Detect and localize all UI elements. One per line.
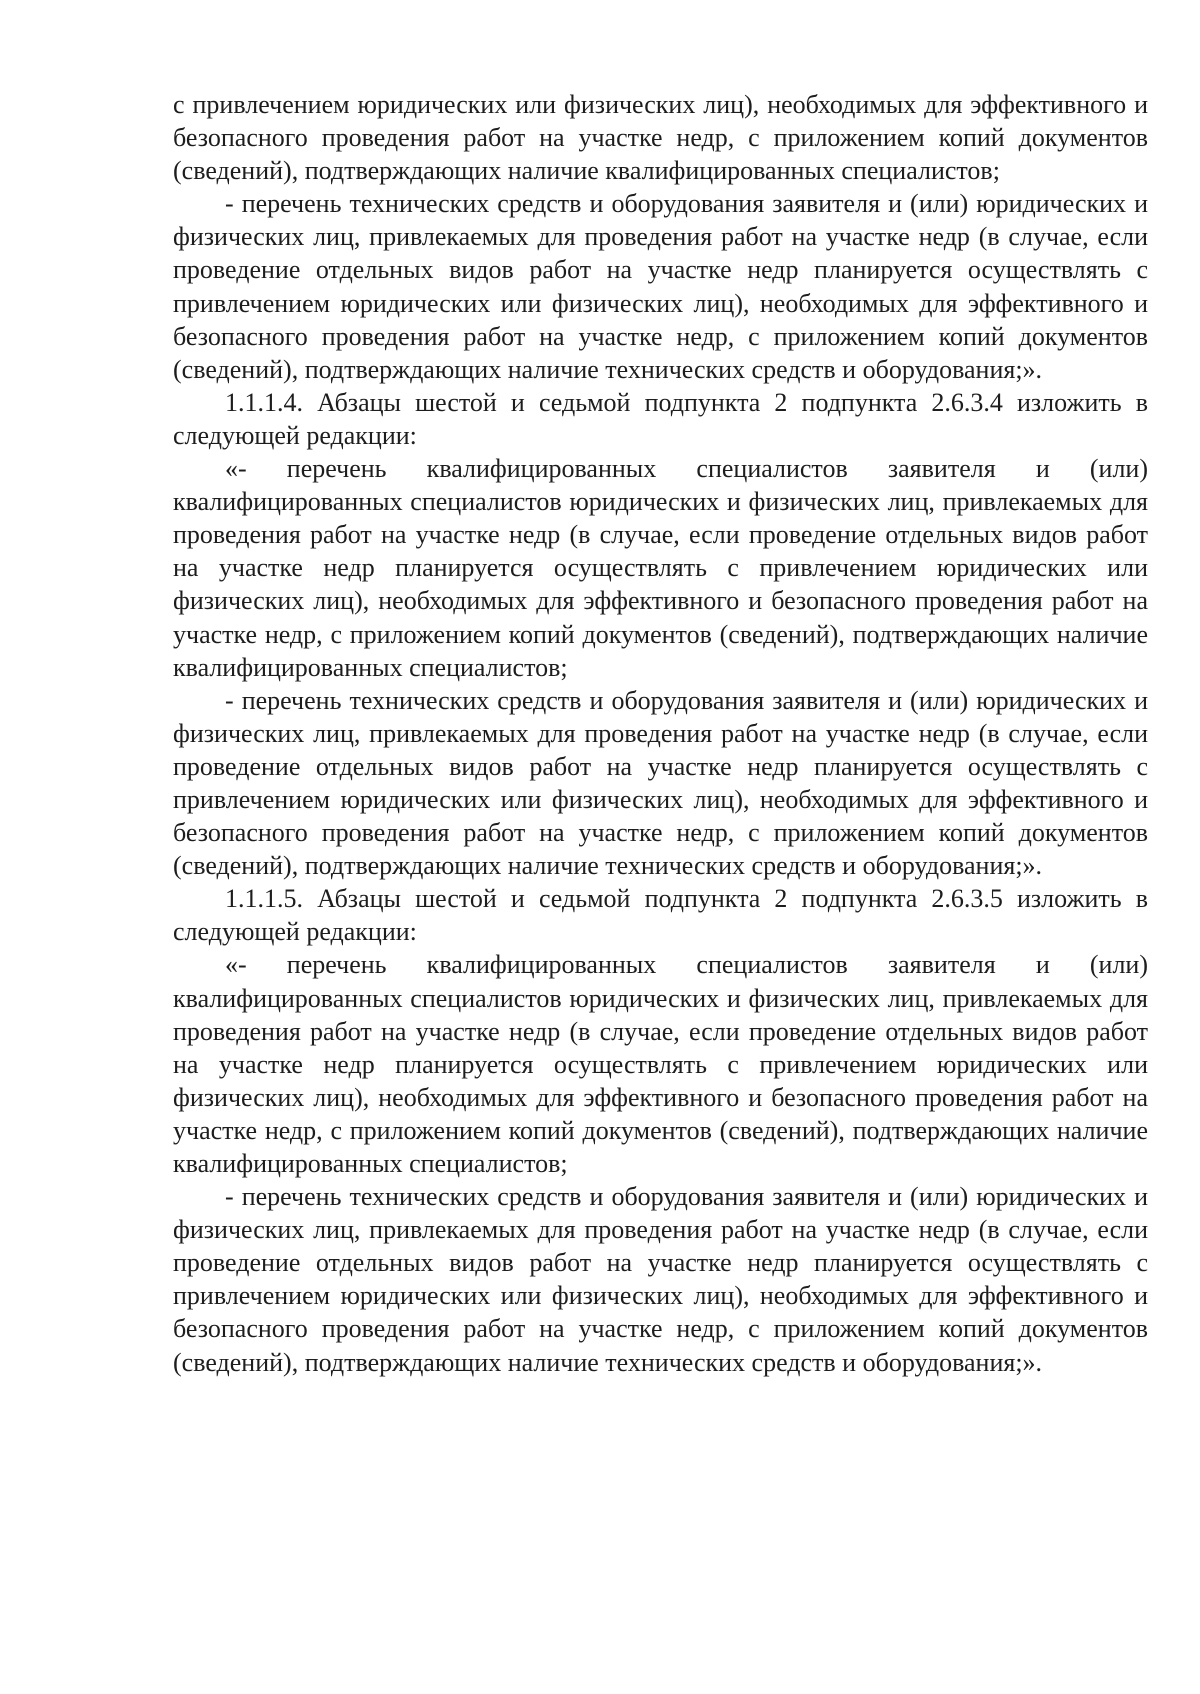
paragraph-equipment-list-1: - перечень технических средств и оборудования заявителя и (или) юридических и физических лиц, привлекаемых для проведения работ на участке недр (в случае, если проведение отдельных видов работ на участке недр планируется осуществлять с привлечением юридических или физических лиц), необходимых для эффективного и безопасного проведения работ на участке недр, с приложением копий документов (сведений), подтверждающих наличие технических средств и оборудования;».	[173, 189, 1148, 384]
paragraph-clause-1-1-1-4: 1.1.1.4. Абзацы шестой и седьмой подпункта 2 подпункта 2.6.3.4 изложить в следующей редакции:	[173, 387, 1148, 450]
paragraph-equipment-list-3: - перечень технических средств и оборудования заявителя и (или) юридических и физических лиц, привлекаемых для проведения работ на участке недр (в случае, если проведение отдельных видов работ на участке недр планируется осуществлять с привлечением юридических или физических лиц), необходимых для эффективного и безопасного проведения работ на участке недр, с приложением копий документов (сведений), подтверждающих наличие технических средств и оборудования;».	[173, 1182, 1148, 1377]
paragraph-specialists-list-2: «- перечень квалифицированных специалистов заявителя и (или) квалифицированных специалистов юридических и физических лиц, привлекаемых для проведения работ на участке недр (в случае, если проведение отдельных видов работ на участке недр планируется осуществлять с привлечением юридических или физических лиц), необходимых для эффективного и безопасного проведения работ на участке недр, с приложением копий документов (сведений), подтверждающих наличие квалифицированных специалистов;	[173, 454, 1148, 682]
document-body	[173, 88, 1148, 1379]
paragraph-clause-1-1-1-5: 1.1.1.5. Абзацы шестой и седьмой подпункта 2 подпункта 2.6.3.5 изложить в следующей редакции:	[173, 884, 1148, 947]
paragraph-specialists-list-3: «- перечень квалифицированных специалистов заявителя и (или) квалифицированных специалистов юридических и физических лиц, привлекаемых для проведения работ на участке недр (в случае, если проведение отдельных видов работ на участке недр планируется осуществлять с привлечением юридических или физических лиц), необходимых для эффективного и безопасного проведения работ на участке недр, с приложением копий документов (сведений), подтверждающих наличие квалифицированных специалистов;	[173, 950, 1148, 1178]
paragraph-continuation: с привлечением юридических или физических лиц), необходимых для эффективного и безопасного проведения работ на участке недр, с приложением копий документов (сведений), подтверждающих наличие квалифицированных специалистов;	[173, 90, 1148, 186]
paragraph-equipment-list-2: - перечень технических средств и оборудования заявителя и (или) юридических и физических лиц, привлекаемых для проведения работ на участке недр (в случае, если проведение отдельных видов работ на участке недр планируется осуществлять с привлечением юридических или физических лиц), необходимых для эффективного и безопасного проведения работ на участке недр, с приложением копий документов (сведений), подтверждающих наличие технических средств и оборудования;».	[173, 685, 1148, 881]
